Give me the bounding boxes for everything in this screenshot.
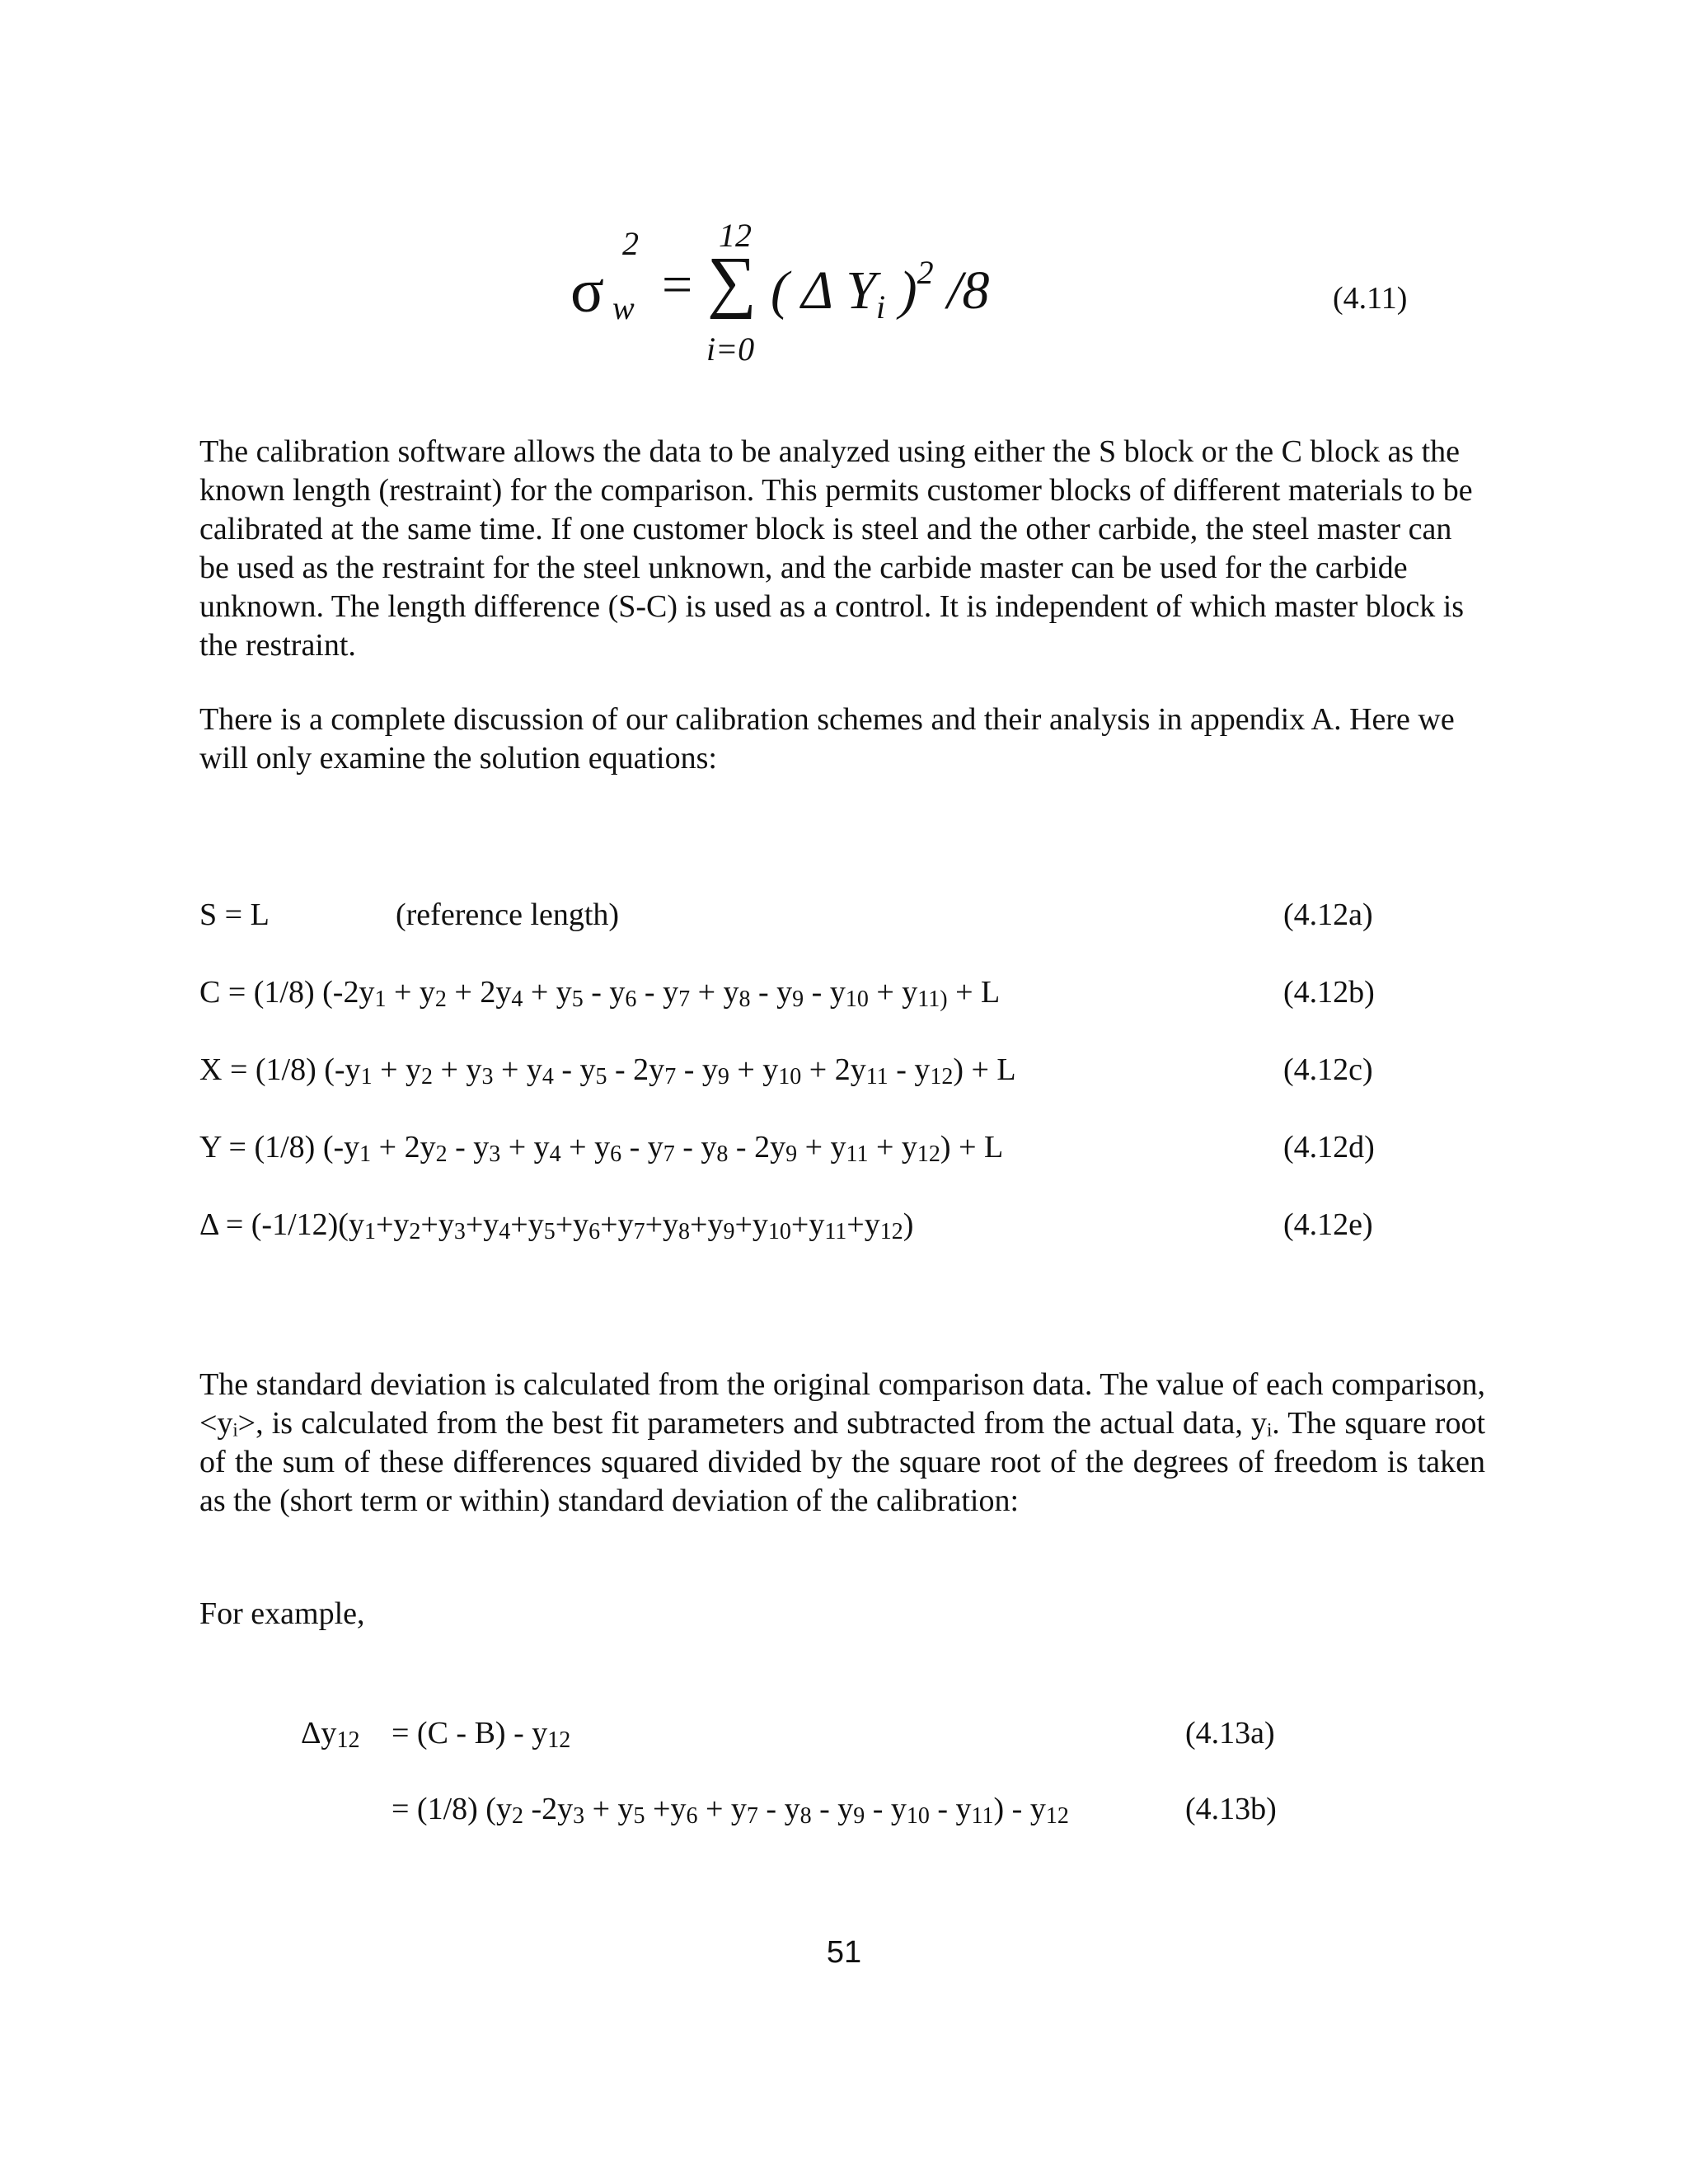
- paragraph-appendix: There is a complete discussion of our calibration schemes and their analysis in appendix A. Here we will only examine the solution equations:: [199, 702, 1455, 776]
- equation-tag-4-13b: (4.13b): [1185, 1792, 1277, 1826]
- equation-tag-4-13a: (4.13a): [1185, 1716, 1275, 1750]
- equation-4-12b-expression: C = (1/8) ($-2y_1 + y_2 + 2y_4 + y_5 - y_6 - y_7 + y_8 - y_9 - y_{10} + y_{11)} + L$: [199, 975, 1001, 1012]
- equation-4-12e-expression: $\Delta = (-1/12)(y_1+y_2+y_3+y_4+y_5+y_6+y_7+y_8+y_9+y_{10}+y_{11}+y_{12})$: [199, 1207, 914, 1244]
- formula-body-subscript: i: [876, 288, 886, 326]
- formula-4-11: [0, 0, 1688, 387]
- summation-symbol: ∑: [707, 243, 757, 320]
- formula-body: [771, 254, 990, 326]
- sigma-subscript: w: [612, 289, 635, 326]
- equals-sign: =: [662, 255, 693, 315]
- equation-4-12d: [199, 1128, 1386, 1169]
- equation-tag-4-12d: (4.12d): [1283, 1130, 1375, 1165]
- sum-lower-limit: i=0: [706, 330, 755, 368]
- delta-y-subscript: 12: [336, 1727, 360, 1753]
- equation-4-12d-expression: Y = (1/8) $(-y_1 + 2y_2 - y_3 + y_4 + y_6 - y_7 - y_8 - 2y_9 + y_{11} + y_{12}) + L$: [199, 1130, 1004, 1167]
- equation-4-12a-lhs: S = L: [199, 898, 270, 932]
- sum-upper-limit: 12: [719, 217, 752, 254]
- equation-4-12b: [199, 973, 1386, 1015]
- sigma-superscript: 2: [622, 225, 639, 262]
- sigma-symbol: σ: [570, 256, 604, 326]
- formula-body-close: ): [885, 260, 917, 321]
- equation-4-12c-expression: X = (1/8) $(-y_1 + y_2 + y_3 + y_4 - y_5 - 2y_7 - y_9 + y_{10} + 2y_{11} - y_{12}) + L$: [199, 1052, 1016, 1090]
- equation-tag-4-12a: (4.12a): [1283, 898, 1373, 932]
- formula-body-open: ( Δ Y: [771, 260, 877, 321]
- page-number: 51: [826, 1935, 862, 1970]
- equation-4-13a-expression: = $(C - B) - y_{12}$: [392, 1716, 571, 1753]
- equation-tag-4-11: (4.11): [1333, 281, 1408, 316]
- formula-body-tail: /8: [933, 260, 990, 321]
- equation-4-13b-expression: = (1/8) ($y_2$ $-2y_3 + y_5 +y_6 + y_7 - y_8 - y_9 - y_{10} - y_{11}) - y_{12}$: [392, 1792, 1069, 1829]
- formula-body-superscript: 2: [917, 254, 934, 291]
- equation-4-12c: [199, 1051, 1386, 1092]
- reference-length-note: (reference length): [396, 898, 620, 932]
- paragraph-standard-deviation: The standard deviation is calculated from the original comparison data. The value of each comparison, <yᵢ>, is calculated from the best fit parameters and subtracted from the actual data, yᵢ. The square root of the sum of these differences squared divided by the square root of the degrees of freedom is taken as the (short term or within) standard deviation of the calibration:: [199, 1367, 1485, 1518]
- equation-tag-4-12e: (4.12e): [1283, 1207, 1373, 1242]
- paragraph-for-example: For example,: [199, 1596, 365, 1631]
- equation-tag-4-12b: (4.12b): [1283, 975, 1375, 1010]
- equation-4-12a: [199, 896, 1386, 937]
- equation-4-12e: [199, 1206, 1386, 1247]
- delta-y-label: Δy: [301, 1716, 337, 1750]
- equation-4-13a-lhs: [301, 1714, 359, 1753]
- paragraph-restraint: The calibration software allows the data to be analyzed using either the S block or the C block as the known length (restraint) for the comparison. This permits customer blocks of different materials to be calibrated at the same time. If one customer block is steel and the other carbide, the steel master can be used as the restraint for the steel unknown, and the carbide master can be used for the carbide unknown. The length difference (S-C) is used as a control. It is independent of which master block is the restraint.: [199, 434, 1473, 663]
- equation-tag-4-12c: (4.12c): [1283, 1052, 1373, 1087]
